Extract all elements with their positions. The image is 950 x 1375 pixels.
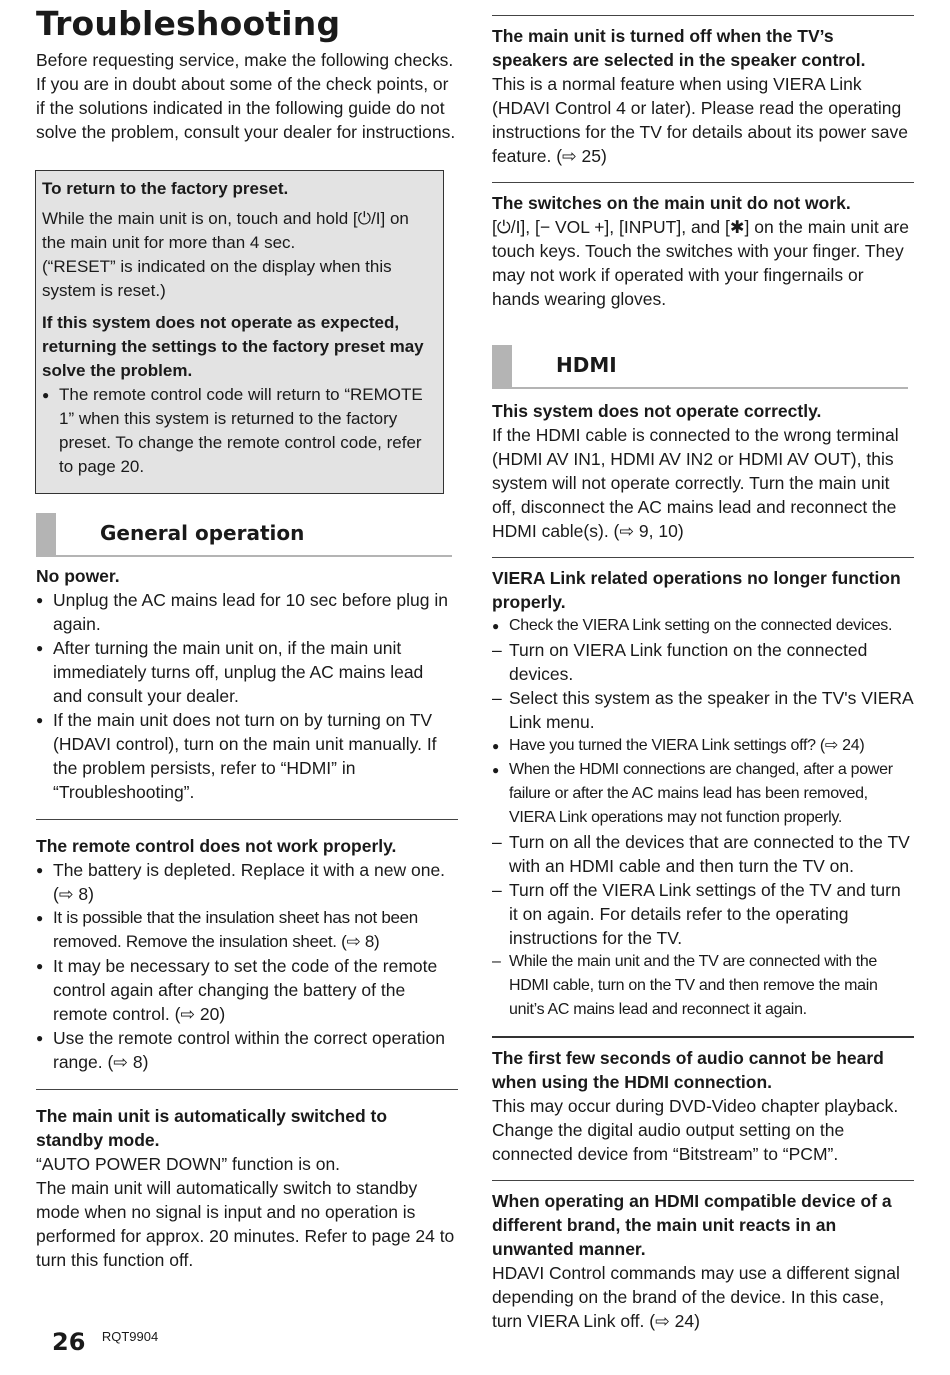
left-column	[36, 0, 456, 1272]
audio-answer: This may occur during DVD-Video chapter playback. Change the digital audio output setting on the connected device from “Bitstream” to “PCM”.	[492, 1096, 899, 1164]
list-item: ● Use the remote control within the correct operation range. (⇨ 8)	[36, 1026, 456, 1074]
page-number: 26	[52, 1328, 86, 1356]
intro-text: Before requesting service, make the following checks. If you are in doubt about some of the check points, or if the solutions indicated in the following guide do not solve the problem, consult your dealer for instructions.	[36, 50, 456, 142]
section-bar	[492, 345, 512, 387]
list-item: ● Unplug the AC mains lead for 10 sec before plug in again.	[36, 588, 456, 636]
remote-bullets	[36, 858, 456, 1074]
preset-bullet: ● The remote control code will return to “REMOTE 1” when this system is returned to the factory preset. To change the remote control code, refer to page 20.	[42, 383, 435, 479]
section-bar	[36, 513, 56, 555]
divider	[492, 1036, 914, 1038]
list-item: – Select this system as the speaker in the TV's VIERA Link menu.	[475, 686, 914, 734]
speakers-question: The main unit is turned off when the TV’s speakers are selected in the speaker control.	[492, 26, 866, 70]
divider	[492, 1180, 914, 1181]
preset-para-2: (“RESET” is indicated on the display when this system is reset.)	[42, 257, 392, 300]
list-item: – Turn off the VIERA Link settings of the TV and turn it on again. For details refer to the operating instructions for the TV.	[475, 878, 914, 950]
list-item: – Turn on all the devices that are connected to the TV with an HDMI cable and then turn the TV on.	[475, 830, 914, 878]
remote-block	[36, 834, 456, 1074]
list-item: ● When the HDMI connections are changed, after a power failure or after the AC mains lead has been removed, VIERA Link operations may not function properly.	[492, 758, 914, 830]
standby-answer-1: “AUTO POWER DOWN” function is on.	[36, 1154, 341, 1174]
divider	[492, 182, 914, 183]
brand-block	[492, 1189, 914, 1333]
list-item: – While the main unit and the TV are connected with the HDMI cable, turn on the TV and then remove the main unit’s AC mains lead and reconnect it again.	[475, 950, 914, 1022]
page-footer	[52, 1327, 158, 1357]
list-item	[492, 614, 914, 638]
switches-question: The switches on the main unit do not work.	[492, 193, 851, 213]
section-title-general: General operation	[100, 521, 305, 545]
list-item: ● After turning the main unit on, if the main unit immediately turns off, unplug the AC mains lead and consult your dealer.	[36, 636, 456, 708]
viera-bullets	[492, 614, 914, 638]
viera-bullet-1: Check the VIERA Link setting on the connected devices.	[509, 617, 893, 634]
right-column	[492, 0, 914, 1333]
viera-dash-list-1	[475, 638, 914, 734]
section-header-hdmi	[492, 345, 908, 389]
remote-question: The remote control does not work properly.	[36, 836, 397, 856]
audio-question: The first few seconds of audio cannot be heard when using the HDMI connection.	[492, 1048, 884, 1092]
brand-answer: HDAVI Control commands may use a different signal depending on the brand of the device. In this case, turn VIERA Link off. (⇨ 24)	[492, 1263, 900, 1331]
speakers-answer: This is a normal feature when using VIERA Link (HDAVI Control 4 or later). Please read the operating instructions for the TV for details about its power save feature. (⇨ 25)	[492, 74, 908, 166]
not-correct-block	[492, 399, 914, 543]
audio-block	[492, 1046, 914, 1166]
no-power-question: No power.	[36, 566, 120, 586]
viera-block	[492, 566, 914, 1022]
no-power-bullets	[36, 588, 456, 804]
preset-heading: To return to the factory preset.	[42, 179, 289, 198]
viera-question: VIERA Link related operations no longer function properly.	[492, 568, 901, 612]
list-item: ● It is possible that the insulation sheet has not been removed. Remove the insulation sheet. (⇨ 8)	[36, 906, 456, 954]
divider	[36, 1089, 458, 1090]
preset-para-1: While the main unit is on, touch and hold [⏻/I] on the main unit for more than 4 sec.	[42, 209, 409, 252]
document-code: RQT9904	[101, 1329, 159, 1344]
page-title: Troubleshooting	[36, 4, 341, 43]
switches-answer: [⏻/I], [− VOL +], [INPUT], and [✱] on the main unit are touch keys. Touch the switches with your finger. They may not work if operated with your fingernails or hands wearing gloves.	[492, 217, 909, 309]
switches-block	[492, 191, 914, 311]
viera-dash-list-2	[475, 830, 914, 1022]
divider	[492, 557, 914, 558]
speakers-block	[492, 24, 914, 168]
preset-bullets	[42, 383, 435, 479]
preset-bold-note: If this system does not operate as expected, returning the settings to the factory preset may solve the problem.	[42, 313, 424, 380]
not-correct-answer: If the HDMI cable is connected to the wrong terminal (HDMI AV IN1, HDMI AV IN2 or HDMI AV OUT), this system will not operate correctly. Turn the main unit off, disconnect the AC mains lead and reconnect the HDMI cable(s). (⇨ 9, 10)	[492, 425, 899, 541]
divider	[492, 15, 914, 16]
section-header-general	[36, 513, 452, 557]
standby-block	[36, 1104, 456, 1272]
list-item: ● It may be necessary to set the code of the remote control again after changing the battery of the remote control. (⇨ 20)	[36, 954, 456, 1026]
not-correct-question: This system does not operate correctly.	[492, 401, 822, 421]
factory-preset-box	[35, 170, 444, 494]
list-item: ● Have you turned the VIERA Link settings off? (⇨ 24)	[492, 734, 914, 758]
standby-question: The main unit is automatically switched to standby mode.	[36, 1106, 388, 1150]
brand-question: When operating an HDMI compatible device of a different brand, the main unit reacts in an unwanted manner.	[492, 1191, 892, 1259]
no-power-block	[36, 564, 456, 804]
section-title-hdmi: HDMI	[556, 353, 617, 377]
list-item: – Turn on VIERA Link function on the connected devices.	[475, 638, 914, 686]
list-item: ● The battery is depleted. Replace it with a new one. (⇨ 8)	[36, 858, 456, 906]
standby-answer-2: The main unit will automatically switch to standby mode when no signal is input and no operation is performed for approx. 20 minutes. Refer to page 24 to turn this function off.	[36, 1178, 455, 1270]
viera-bullets-2	[492, 734, 914, 830]
list-item: ● If the main unit does not turn on by turning on TV (HDAVI control), turn on the main unit manually. If the problem persists, refer to “HDMI” in “Troubleshooting”.	[36, 708, 456, 804]
divider	[36, 819, 458, 820]
